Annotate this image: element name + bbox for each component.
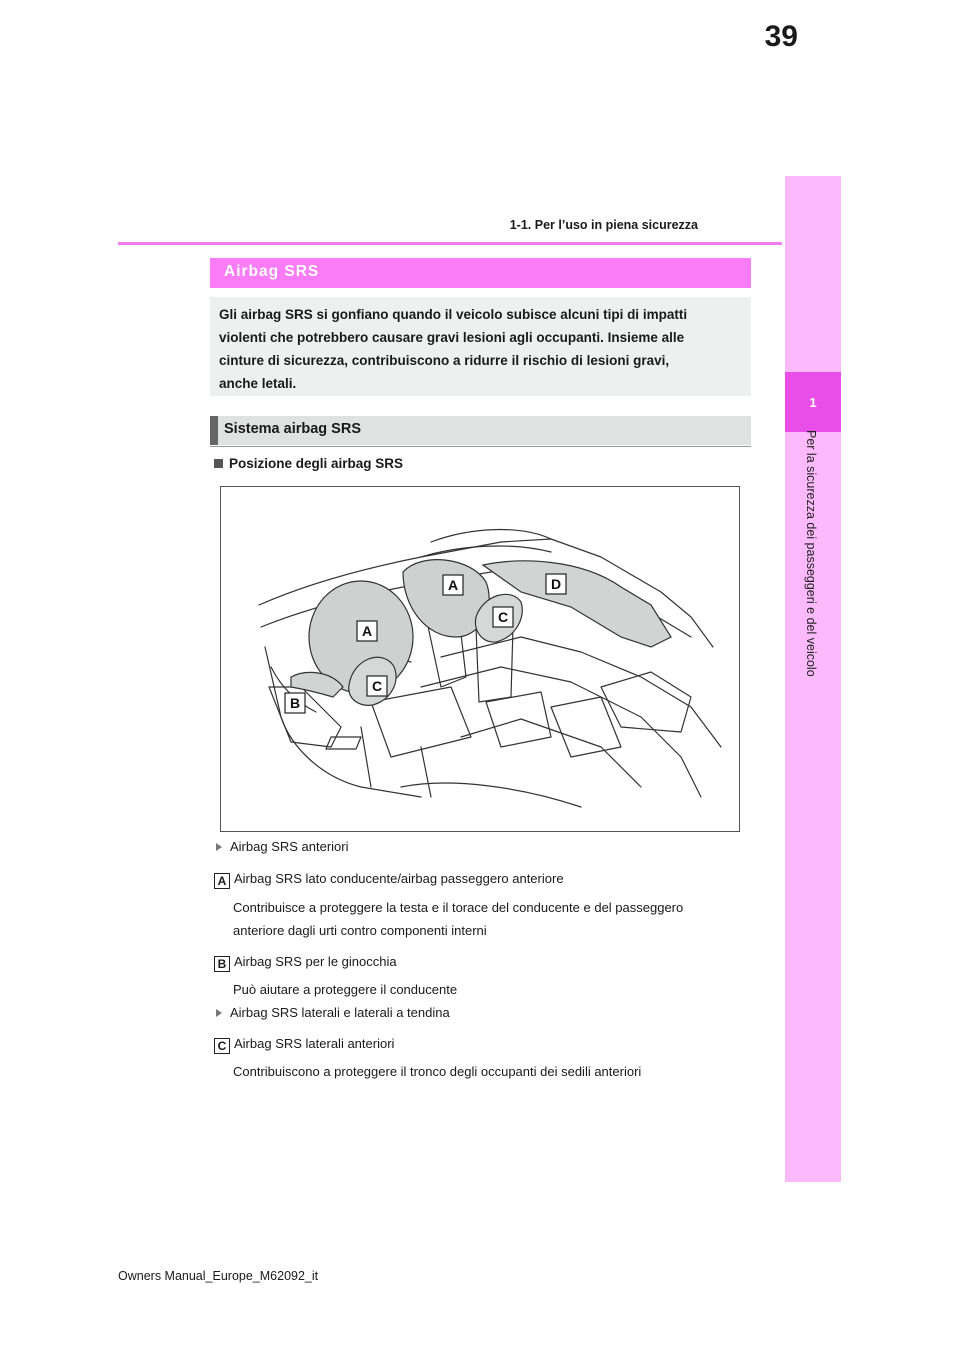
section-title: Airbag SRS [224, 263, 320, 280]
item-a-desc-1: Contribuisce a proteggere la testa e il torace del conducente e del passeggero [233, 900, 684, 915]
label-b-badge: B [214, 956, 230, 972]
item-c [214, 1036, 394, 1054]
section-title-bar [210, 258, 751, 288]
triangle-bullet-icon [216, 1009, 222, 1017]
intro-line: anche letali. [219, 376, 297, 391]
chapter-title-vertical: Per la sicurezza dei passeggeri e del veicolo [804, 430, 818, 677]
header-rule [118, 242, 782, 245]
item-b [214, 954, 397, 972]
figure-label-c-top: C [497, 609, 509, 625]
square-bullet-icon [214, 459, 223, 468]
side-airbags-title: Airbag SRS laterali e laterali a tendina [230, 1005, 450, 1020]
triangle-bullet-icon [216, 843, 222, 851]
intro-line: cinture di sicurezza, contribuiscono a ridurre il rischio di lesioni gravi, [219, 353, 670, 368]
footer-doc-id: Owners Manual_Europe_M62092_it [118, 1269, 319, 1283]
figure-label-c-bottom: C [371, 678, 383, 694]
chapter-number-tab [785, 372, 841, 432]
figure-label-b: B [289, 695, 301, 711]
subsection-rule [210, 446, 751, 447]
item-a [214, 871, 564, 889]
front-airbags-bullet [216, 839, 349, 854]
front-airbags-title: Airbag SRS anteriori [230, 839, 349, 854]
chapter-number: 1 [809, 394, 817, 410]
subsection-title-bar [210, 416, 751, 445]
item-b-title: Airbag SRS per le ginocchia [234, 954, 397, 969]
figure-label-d: D [550, 576, 562, 592]
item-a-desc-2: anteriore dagli urti contro componenti interni [233, 923, 487, 938]
side-airbags-bullet [216, 1005, 450, 1020]
subsubsection-heading [214, 456, 403, 471]
label-a-badge: A [214, 873, 230, 889]
intro-line: violenti che potrebbero causare gravi lesioni agli occupanti. Insieme alle [219, 330, 685, 345]
section-reference: 1-1. Per l’uso in piena sicurezza [509, 218, 698, 232]
intro-text [219, 303, 739, 395]
intro-line: Gli airbag SRS si gonfiano quando il veicolo subisce alcuni tipi di impatti [219, 307, 688, 322]
subsection-title: Sistema airbag SRS [224, 421, 361, 437]
page-number: 39 [764, 20, 798, 53]
car-interior-illustration [221, 487, 741, 833]
item-c-desc: Contribuiscono a proteggere il tronco degli occupanti dei sedili anteriori [233, 1064, 642, 1079]
figure-label-a-top: A [447, 577, 459, 593]
intro-box [210, 297, 751, 396]
item-c-title: Airbag SRS laterali anteriori [234, 1036, 395, 1051]
subsubsection-title: Posizione degli airbag SRS [229, 456, 404, 471]
item-b-desc: Può aiutare a proteggere il conducente [233, 982, 458, 997]
label-c-badge: C [214, 1038, 230, 1054]
figure-label-a-driver: A [361, 623, 373, 639]
item-a-title: Airbag SRS lato conducente/airbag passeggero anteriore [234, 871, 564, 886]
airbag-location-figure [220, 486, 740, 832]
